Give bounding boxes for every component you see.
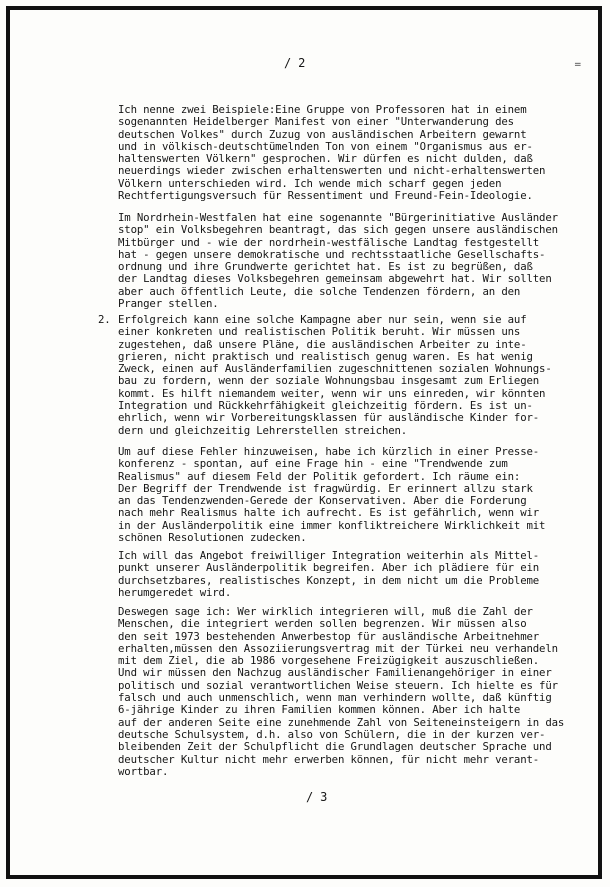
text-line: an das Tendenzwenden-Gerede der Konservativen. Aber die Forderung bbox=[118, 494, 527, 508]
text-line: mit dem Ziel, die ab 1986 vorgesehene Freizügigkeit auszuschließen. bbox=[118, 654, 540, 668]
numbered-paragraph-body bbox=[118, 314, 552, 437]
text-line: Ich nenne zwei Beispiele:Eine Gruppe von Professoren hat in einem bbox=[118, 103, 527, 116]
text-line: neuerdings wieder zwischen erhaltenswerten und nicht-erhaltenswerten bbox=[118, 164, 546, 178]
paragraph-2 bbox=[118, 212, 602, 310]
text-line: der Landtag dieses Volksbegehren gemeinsam abgewehrt hat. Wir sollten bbox=[118, 272, 552, 286]
text-line: Rechtfertigungsversuch für Ressentiment und Freund-Fein-Ideologie. bbox=[118, 189, 533, 203]
text-line: schönen Resolutionen zudecken. bbox=[118, 531, 307, 545]
text-line: deutscher Kultur nicht mehr erwerben können, für nicht mehr verant- bbox=[118, 752, 540, 766]
text-line: Der Begriff der Trendwende ist fragwürdig. Er erinnert allzu stark bbox=[118, 481, 533, 495]
next-page-marker: / 3 bbox=[306, 790, 328, 804]
text-line: sogenannten Heidelberger Manifest von einer "Unterwanderung des bbox=[118, 115, 514, 129]
text-line: Zweck, einen auf Ausländerfamilien zugeschnittenen sozialen Wohnungs- bbox=[118, 362, 552, 376]
text-line: falsch und auch unmenschlich, wenn man verhindern wollte, daß künftig bbox=[118, 691, 552, 705]
text-line: herumgeredet wird. bbox=[118, 585, 232, 599]
text-line: Und wir müssen den Nachzug ausländischer Familienangehöriger in einer bbox=[118, 666, 552, 680]
text-line: bleibenden Zeit der Schulpflicht die Grundlagen deutscher Sprache und bbox=[118, 740, 552, 754]
text-line: nach mehr Realismus halte ich aufrecht. Es ist gefährlich, wenn wir bbox=[118, 506, 540, 520]
paragraph-5 bbox=[118, 550, 602, 599]
text-line: und in völkisch-deutschtümelnden Ton von einem "Organismus aus er- bbox=[118, 139, 533, 153]
text-line: Menschen, die integriert werden sollen begrenzen. Wir müssen also bbox=[118, 617, 527, 631]
corner-mark: = bbox=[574, 60, 582, 70]
text-line: grieren, nicht praktisch und realistisch genug waren. Es hat wenig bbox=[118, 349, 533, 363]
text-line: Integration und Rückkehrfähigkeit gleichzeitig fördern. Es ist un- bbox=[118, 399, 533, 413]
text-line: auf der anderen Seite eine zunehmende Zahl von Seiteneinsteigern in das bbox=[118, 715, 565, 729]
text-line: deutschen Volkes" durch Zuzug von ausländischen Arbeitern gewarnt bbox=[118, 127, 527, 141]
text-line: ordnung und ihre Grundwerte gerichtet hat. Es ist zu begrüßen, daß bbox=[118, 260, 533, 274]
text-line: 6-jährige Kinder zu ihren Familien kommen können. Aber ich halte bbox=[118, 703, 521, 717]
text-line: einer konkreten und realistischen Politik beruht. Wir müssen uns bbox=[118, 325, 521, 339]
text-line: deutsche Schulsystem, d.h. also von Schülern, die in der kurzen ver- bbox=[118, 727, 546, 741]
text-line: Deswegen sage ich: Wer wirklich integrieren will, muß die Zahl der bbox=[118, 605, 533, 618]
text-line: bau zu fordern, wenn der soziale Wohnungsbau insgesamt zum Erliegen bbox=[118, 374, 540, 388]
text-line: Ich will das Angebot freiwilliger Integration weiterhin als Mittel- bbox=[118, 549, 540, 562]
paragraph-6 bbox=[118, 606, 602, 778]
text-line: konferenz - spontan, auf eine Frage hin - eine "Trendwende zum bbox=[118, 457, 508, 471]
text-line: haltenswerten Völkern" gesprochen. Wir dürfen es nicht dulden, daß bbox=[118, 152, 533, 166]
text-line: durchsetzbares, realistisches Konzept, in dem nicht um die Probleme bbox=[118, 573, 540, 587]
text-line: wortbar. bbox=[118, 764, 169, 778]
list-number: 2. bbox=[98, 313, 111, 326]
text-line: den seit 1973 bestehenden Anwerbestop für ausländische Arbeitnehmer bbox=[118, 629, 540, 643]
text-line: Mitbürger und - wie der nordrhein-westfälische Landtag festgestellt bbox=[118, 235, 540, 249]
text-line: politisch und sozial verantwortlichen Weise steuern. Ich hielte es für bbox=[118, 678, 558, 692]
text-line: erhalten,müssen den Assoziierungsvertrag mit der Türkei neu verhandeln bbox=[118, 641, 558, 655]
text-line: Pranger stellen. bbox=[118, 297, 219, 311]
page-number: / 2 bbox=[284, 56, 306, 70]
text-line: stop" ein Volksbegehren beantragt, das sich gegen unsere ausländischen bbox=[118, 223, 558, 237]
text-line: zugestehen, daß unsere Pläne, die ausländischen Arbeiter zu inte- bbox=[118, 337, 527, 351]
text-line: punkt unserer Ausländerpolitik begreifen. Aber ich plädiere für ein bbox=[118, 561, 540, 575]
text-line: Im Nordrhein-Westfalen hat eine sogenannte "Bürgerinitiative Ausländer bbox=[118, 211, 558, 224]
text-line: hat - gegen unsere demokratische und rechtsstaatliche Gesellschafts- bbox=[118, 247, 546, 261]
text-line: in der Ausländerpolitik eine immer konfliktreichere Wirklichkeit mit bbox=[118, 518, 546, 532]
text-line: kommt. Es hilft niemandem weiter, wenn wir uns einreden, wir könnten bbox=[118, 386, 546, 400]
text-line: Realismus" auf diesem Feld der Politik gefordert. Ich räume ein: bbox=[118, 469, 521, 483]
text-line: Erfolgreich kann eine solche Kampagne aber nur sein, wenn sie auf bbox=[118, 313, 527, 326]
text-line: aber auch öffentlich Leute, die solche Tendenzen fördern, an den bbox=[118, 284, 521, 298]
paragraph-1 bbox=[118, 104, 602, 202]
paragraph-4 bbox=[118, 446, 602, 544]
text-line: Völkern unterschieden wird. Ich wende mich scharf gegen jeden bbox=[118, 176, 502, 190]
text-line: dern und gleichzeitig Lehrerstellen streichen. bbox=[118, 423, 408, 437]
text-line: Um auf diese Fehler hinzuweisen, habe ich kürzlich in einer Presse- bbox=[118, 445, 540, 458]
text-line: ehrlich, wenn wir Vorbereitungsklassen für ausländische Kinder for- bbox=[118, 411, 540, 425]
